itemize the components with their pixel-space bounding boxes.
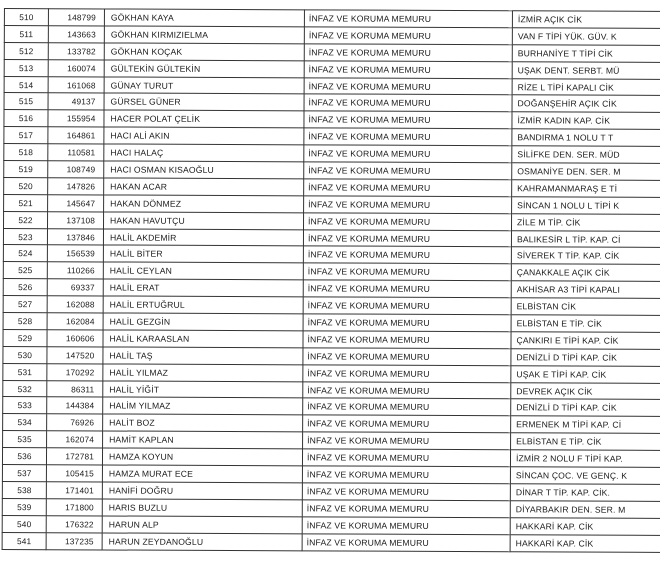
institution-name: AKHİSAR A3 TİPİ KAPALI xyxy=(511,281,660,299)
institution-name: KAHRAMANMARAŞ E Tİ xyxy=(512,180,660,198)
job-title: İNFAZ VE KORUMA MEMURU xyxy=(302,466,510,484)
person-name: HAMZA KOYUN xyxy=(102,448,302,466)
person-name: HACER POLAT ÇELİK xyxy=(104,110,304,128)
job-title: İNFAZ VE KORUMA MEMURU xyxy=(303,432,511,450)
job-title: İNFAZ VE KORUMA MEMURU xyxy=(304,179,512,197)
institution-name: OSMANİYE DEN. SER. M xyxy=(512,163,660,181)
institution-name: DİYARBAKIR DEN. SER. M xyxy=(510,501,660,519)
institution-name: DOĞANŞEHİR AÇIK CİK xyxy=(512,95,660,113)
person-name: GÜRSEL GÜNER xyxy=(104,93,304,111)
institution-name: SİNCAN ÇOC. VE GENÇ. K xyxy=(510,467,660,485)
row-number: 523 xyxy=(3,228,47,245)
person-name: HACI HALAÇ xyxy=(104,144,304,162)
sicil-number: 155954 xyxy=(48,110,104,127)
person-name: HAKAN ACAR xyxy=(104,178,304,196)
institution-name: DENİZLİ D TİPİ KAP. CİK xyxy=(511,399,660,417)
institution-name: HAKKARİ KAP. CİK xyxy=(510,534,660,552)
row-number: 511 xyxy=(4,25,48,42)
person-name: HALİL CEYLAN xyxy=(103,262,303,280)
row-number: 541 xyxy=(2,532,46,549)
job-title: İNFAZ VE KORUMA MEMURU xyxy=(302,449,510,467)
sicil-number: 160074 xyxy=(48,59,104,76)
row-number: 529 xyxy=(3,329,47,346)
sicil-number: 148799 xyxy=(48,9,104,26)
sicil-number: 86311 xyxy=(47,380,103,397)
row-number: 533 xyxy=(3,397,47,414)
person-name: HAKAN DÖNMEZ xyxy=(104,195,304,213)
row-number: 512 xyxy=(4,42,48,59)
sicil-number: 143663 xyxy=(48,26,104,43)
job-title: İNFAZ VE KORUMA MEMURU xyxy=(304,196,512,214)
job-title: İNFAZ VE KORUMA MEMURU xyxy=(304,27,512,45)
job-title: İNFAZ VE KORUMA MEMURU xyxy=(303,415,511,433)
sicil-number: 156539 xyxy=(47,245,103,262)
institution-name: VAN F TİPİ YÜK. GÜV. K xyxy=(512,28,660,46)
job-title: İNFAZ VE KORUMA MEMURU xyxy=(303,331,511,349)
institution-name: SİLİFKE DEN. SER. MÜD xyxy=(512,146,660,164)
row-number: 522 xyxy=(4,211,48,228)
person-name: GÖKHAN KAYA xyxy=(104,9,304,27)
sicil-number: 170292 xyxy=(47,363,103,380)
person-name: HALİL YİĞİT xyxy=(103,381,303,399)
institution-name: UŞAK DENT. SERBT. MÜ xyxy=(512,61,660,79)
sicil-number: 108749 xyxy=(48,161,104,178)
institution-name: HAKKARİ KAP. CİK xyxy=(510,517,660,535)
person-name: HACI ALİ AKIN xyxy=(104,127,304,145)
institution-name: BURHANİYE T TİPİ CİK xyxy=(512,45,660,63)
sicil-number: 137235 xyxy=(46,532,102,549)
person-name: HAMİT KAPLAN xyxy=(103,431,303,449)
row-number: 538 xyxy=(2,481,46,498)
row-number: 527 xyxy=(3,296,47,313)
job-title: İNFAZ VE KORUMA MEMURU xyxy=(304,213,512,231)
person-name: HANİFİ DOĞRU xyxy=(102,482,302,500)
institution-name: BALIKESİR L TİP. KAP. Cİ xyxy=(511,230,660,248)
row-number: 521 xyxy=(4,194,48,211)
row-number: 532 xyxy=(3,380,47,397)
row-number: 525 xyxy=(3,262,47,279)
institution-name: ELBİSTAN CİK xyxy=(511,298,660,316)
sicil-number: 110266 xyxy=(47,262,103,279)
institution-name: DİNAR T TİP. KAP. CİK. xyxy=(510,484,660,502)
row-number: 536 xyxy=(2,448,46,465)
person-name: HALİL KARAASLAN xyxy=(103,330,303,348)
job-title: İNFAZ VE KORUMA MEMURU xyxy=(303,280,511,298)
sicil-number: 171401 xyxy=(46,482,102,499)
institution-name: İZMİR KADIN KAP. CİK xyxy=(512,112,660,130)
institution-name: DENİZLİ D TİPİ KAP. CİK xyxy=(511,349,660,367)
row-number: 510 xyxy=(4,9,48,26)
sicil-number: 164861 xyxy=(48,127,104,144)
job-title: İNFAZ VE KORUMA MEMURU xyxy=(303,229,511,247)
institution-name: BANDIRMA 1 NOLU T T xyxy=(512,129,660,147)
sicil-number: 137846 xyxy=(47,228,103,245)
job-title: İNFAZ VE KORUMA MEMURU xyxy=(304,111,512,129)
person-name: HARUN ZEYDANOĞLU xyxy=(102,533,302,551)
job-title: İNFAZ VE KORUMA MEMURU xyxy=(303,348,511,366)
sicil-number: 147520 xyxy=(47,347,103,364)
job-title: İNFAZ VE KORUMA MEMURU xyxy=(303,314,511,332)
person-name: GÜNAY TURUT xyxy=(104,77,304,95)
institution-name: ERMENEK M TİPİ KAP. Cİ xyxy=(511,416,660,434)
sicil-number: 69337 xyxy=(47,279,103,296)
sicil-number: 162088 xyxy=(47,296,103,313)
institution-name: ÇANKIRI E TİPİ KAP. CİK xyxy=(511,332,660,350)
institution-name: UŞAK E TİPİ KAP. CİK xyxy=(511,365,660,383)
row-number: 524 xyxy=(3,245,47,262)
person-name: HARUN ALP xyxy=(102,516,302,534)
job-title: İNFAZ VE KORUMA MEMURU xyxy=(304,60,512,78)
table-row xyxy=(2,532,660,552)
person-name: HALİL YILMAZ xyxy=(103,364,303,382)
sicil-number: 176322 xyxy=(46,515,102,532)
person-name: HALİL AKDEMİR xyxy=(103,229,303,247)
institution-name: ELBİSTAN E TİP. CİK xyxy=(511,433,660,451)
institution-name: ÇANAKKALE AÇIK CİK xyxy=(511,264,660,282)
institution-name: ZİLE M TİP. CİK xyxy=(511,213,660,231)
row-number: 540 xyxy=(2,515,46,532)
institution-name: SİNCAN 1 NOLU L TİPİ K xyxy=(512,197,660,215)
job-title: İNFAZ VE KORUMA MEMURU xyxy=(304,77,512,95)
row-number: 517 xyxy=(4,127,48,144)
sicil-number: 162084 xyxy=(47,313,103,330)
row-number: 535 xyxy=(3,431,47,448)
sicil-number: 105415 xyxy=(46,465,102,482)
personnel-table xyxy=(2,8,660,552)
person-name: HACI OSMAN KISAOĞLU xyxy=(104,161,304,179)
job-title: İNFAZ VE KORUMA MEMURU xyxy=(302,483,510,501)
person-name: HALİL ERAT xyxy=(103,279,303,297)
sicil-number: 161068 xyxy=(48,76,104,93)
job-title: İNFAZ VE KORUMA MEMURU xyxy=(302,517,510,535)
person-name: GÜLTEKİN GÜLTEKİN xyxy=(104,60,304,78)
institution-name: İZMİR AÇIK CİK xyxy=(512,11,660,29)
job-title: İNFAZ VE KORUMA MEMURU xyxy=(304,162,512,180)
person-name: HALİL GEZGİN xyxy=(103,313,303,331)
row-number: 516 xyxy=(4,110,48,127)
sicil-number: 147826 xyxy=(48,178,104,195)
row-number: 539 xyxy=(2,498,46,515)
job-title: İNFAZ VE KORUMA MEMURU xyxy=(303,246,511,264)
person-name: GÖKHAN KIRMIZIELMA xyxy=(104,26,304,44)
sicil-number: 162074 xyxy=(47,431,103,448)
row-number: 526 xyxy=(3,279,47,296)
sicil-number: 49137 xyxy=(48,93,104,110)
institution-name: DEVREK AÇIK CİK xyxy=(511,382,660,400)
job-title: İNFAZ VE KORUMA MEMURU xyxy=(304,10,512,28)
row-number: 519 xyxy=(4,161,48,178)
person-name: HAMZA MURAT ECE xyxy=(102,465,302,483)
job-title: İNFAZ VE KORUMA MEMURU xyxy=(304,145,512,163)
person-name: HALİM YILMAZ xyxy=(103,397,303,415)
job-title: İNFAZ VE KORUMA MEMURU xyxy=(304,44,512,62)
job-title: İNFAZ VE KORUMA MEMURU xyxy=(304,94,512,112)
person-name: HALİL BİTER xyxy=(103,245,303,263)
row-number: 513 xyxy=(4,59,48,76)
sicil-number: 110581 xyxy=(48,144,104,161)
job-title: İNFAZ VE KORUMA MEMURU xyxy=(303,263,511,281)
job-title: İNFAZ VE KORUMA MEMURU xyxy=(302,500,510,518)
person-name: GÖKHAN KOÇAK xyxy=(104,43,304,61)
job-title: İNFAZ VE KORUMA MEMURU xyxy=(303,398,511,416)
sicil-number: 172781 xyxy=(46,448,102,465)
sicil-number: 171800 xyxy=(46,499,102,516)
row-number: 514 xyxy=(4,76,48,93)
institution-name: RİZE L TİPİ KAPALI CİK xyxy=(512,78,660,96)
row-number: 531 xyxy=(3,363,47,380)
sicil-number: 133782 xyxy=(48,42,104,59)
row-number: 518 xyxy=(4,144,48,161)
job-title: İNFAZ VE KORUMA MEMURU xyxy=(303,297,511,315)
job-title: İNFAZ VE KORUMA MEMURU xyxy=(303,381,511,399)
sicil-number: 137108 xyxy=(48,211,104,228)
person-name: HAKAN HAVUTÇU xyxy=(104,212,304,230)
sicil-number: 144384 xyxy=(47,397,103,414)
row-number: 530 xyxy=(3,346,47,363)
institution-name: SİVEREK T TİP. KAP. CİK xyxy=(511,247,660,265)
row-number: 528 xyxy=(3,313,47,330)
person-name: HALİT BOZ xyxy=(103,414,303,432)
person-name: HALİL TAŞ xyxy=(103,347,303,365)
job-title: İNFAZ VE KORUMA MEMURU xyxy=(303,365,511,383)
row-number: 537 xyxy=(2,465,46,482)
row-number: 520 xyxy=(4,177,48,194)
person-name: HARIS BUZLU xyxy=(102,499,302,517)
person-name: HALİL ERTUĞRUL xyxy=(103,296,303,314)
row-number: 534 xyxy=(3,414,47,431)
sicil-number: 160606 xyxy=(47,330,103,347)
sicil-number: 145647 xyxy=(48,195,104,212)
row-number: 515 xyxy=(4,93,48,110)
institution-name: İZMİR 2 NOLU F TİPİ KAP. xyxy=(510,450,660,468)
sicil-number: 76926 xyxy=(47,414,103,431)
institution-name: ELBİSTAN E TİP. CİK xyxy=(511,315,660,333)
job-title: İNFAZ VE KORUMA MEMURU xyxy=(304,128,512,146)
job-title: İNFAZ VE KORUMA MEMURU xyxy=(302,533,510,551)
table-body xyxy=(2,9,660,552)
